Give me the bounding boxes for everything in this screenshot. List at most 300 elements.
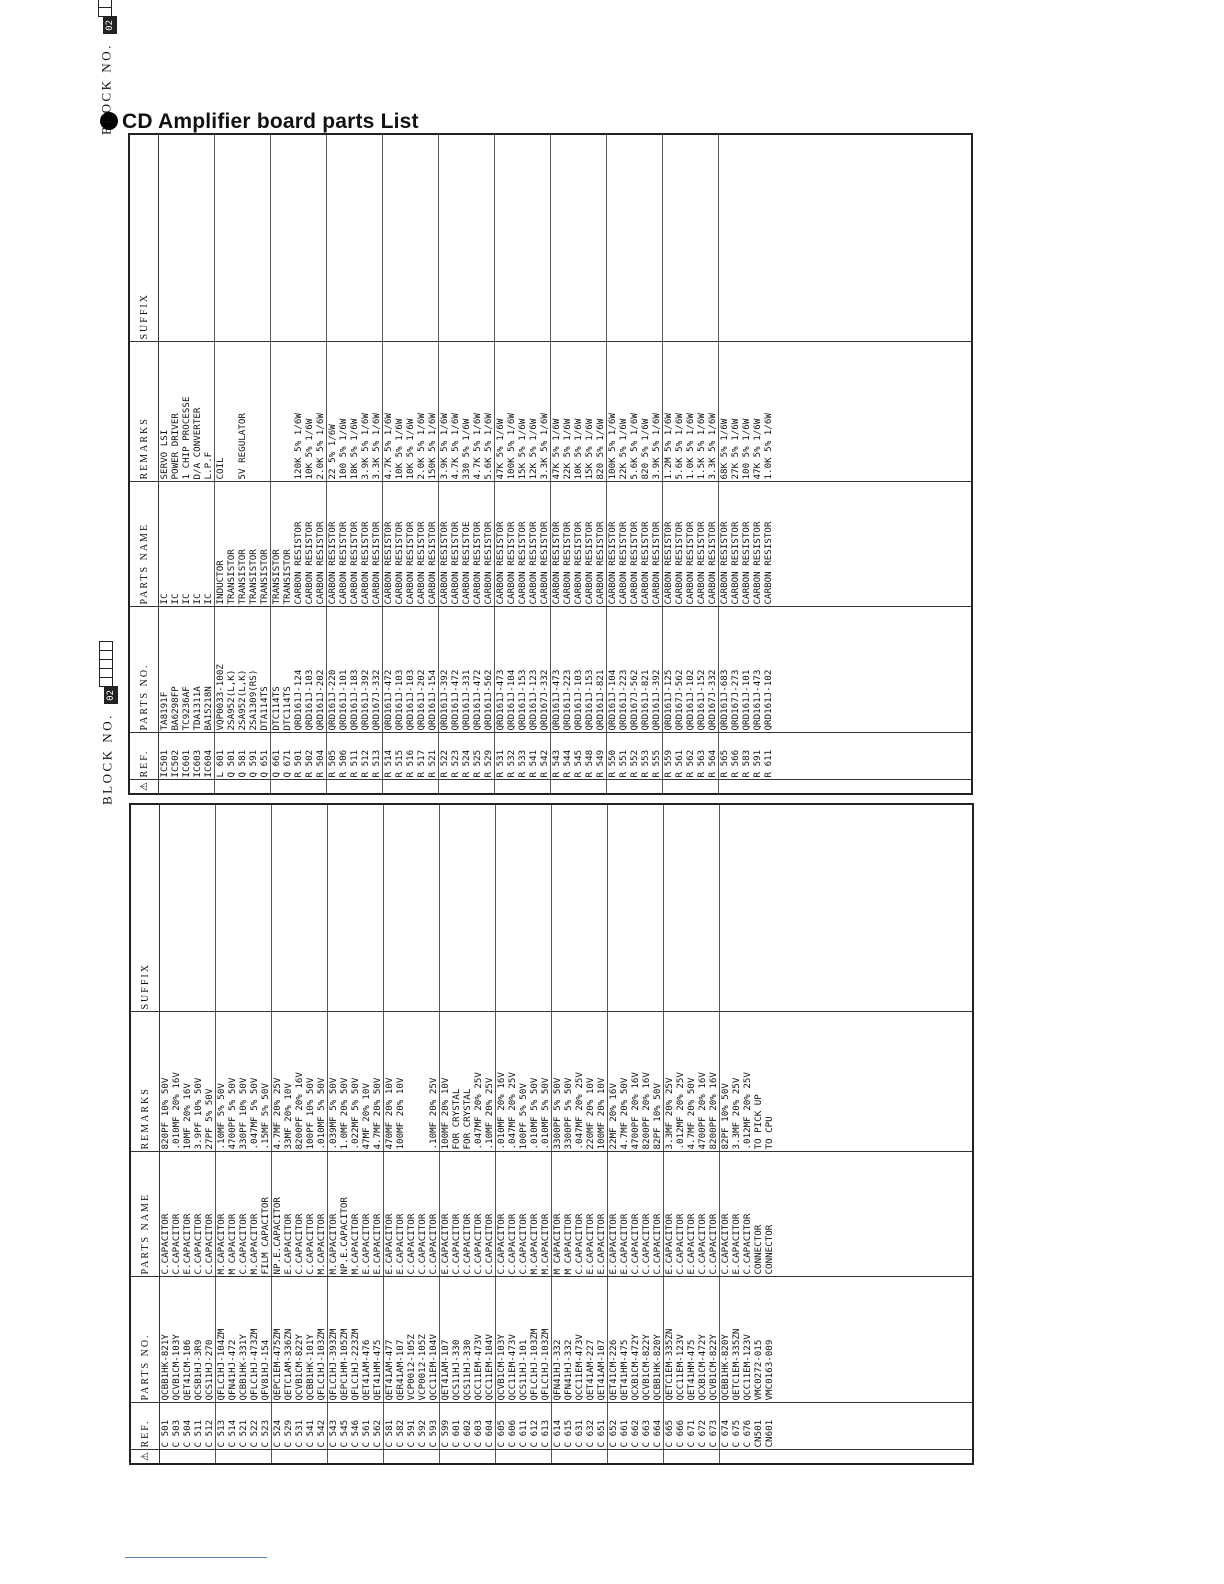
parts-name-cell: CARBON RESISTOR bbox=[371, 482, 383, 607]
suffix-cell bbox=[708, 804, 720, 1012]
parts-no-cell: QCBB1HK-821Y bbox=[160, 1277, 172, 1403]
parts-name-cell: CARBON RESISTOR bbox=[607, 482, 619, 607]
parts-no-cell: QRD161J-821 bbox=[640, 607, 651, 733]
warn-cell bbox=[720, 1450, 732, 1464]
parts-name-cell: M.CAPACITOR bbox=[216, 1152, 228, 1277]
suffix-cell bbox=[282, 134, 293, 342]
warn-cell bbox=[192, 780, 203, 794]
ref-cell: R 543 bbox=[551, 733, 563, 780]
remarks-cell: .047MF 5% 50V bbox=[249, 1012, 260, 1152]
ref-cell: C 513 bbox=[216, 1403, 228, 1450]
warn-cell bbox=[719, 780, 731, 794]
parts-name-cell: C.CAPACITOR bbox=[417, 1152, 428, 1277]
suffix-cell bbox=[395, 804, 406, 1012]
table-row bbox=[664, 804, 676, 1464]
ref-cell: C 612 bbox=[529, 1403, 540, 1450]
warn-cell bbox=[685, 780, 696, 794]
warn-cell bbox=[640, 780, 651, 794]
suffix-cell bbox=[552, 804, 564, 1012]
parts-no-cell: QRD161J-103 bbox=[573, 607, 584, 733]
parts-no-cell: QET41AM-227 bbox=[585, 1277, 596, 1403]
suffix-cell bbox=[406, 804, 417, 1012]
ref-cell: R 504 bbox=[315, 733, 327, 780]
warn-cell bbox=[327, 780, 339, 794]
parts-name-cell: C.CAPACITOR bbox=[462, 1152, 473, 1277]
bottom-rule bbox=[125, 1557, 267, 1558]
remarks-cell: 1.0K 5% 1/6W bbox=[685, 342, 696, 482]
warn-cell bbox=[427, 780, 439, 794]
remarks-cell: 3.9K 5% 1/6W bbox=[651, 342, 663, 482]
header-parts-no: PARTS NO. bbox=[130, 1277, 160, 1403]
table-row bbox=[283, 804, 294, 1464]
parts-name-cell: CARBON RESISTOR bbox=[405, 482, 416, 607]
table-row bbox=[495, 134, 507, 794]
table-row bbox=[451, 804, 462, 1464]
parts-name-cell: CARBON RESISTOR bbox=[360, 482, 371, 607]
table-row bbox=[472, 134, 483, 794]
ref-cell: C 545 bbox=[339, 1403, 350, 1450]
parts-no-cell: QETC1EM-335ZN bbox=[664, 1277, 676, 1403]
table-header-row bbox=[130, 804, 160, 1464]
warn-cell bbox=[450, 780, 461, 794]
remarks-cell: .10MF 5% 50V bbox=[216, 1012, 228, 1152]
warn-cell bbox=[764, 1450, 775, 1464]
remarks-cell: .15MF 5% 50V bbox=[260, 1012, 272, 1152]
remarks-cell: 4.7MF 20% 25V bbox=[272, 1012, 284, 1152]
ref-cell: R 555 bbox=[651, 733, 663, 780]
suffix-cell bbox=[707, 134, 719, 342]
suffix-cell bbox=[719, 134, 731, 342]
parts-no-cell: QET41HM-475 bbox=[372, 1277, 384, 1403]
remarks-cell: 5.6K 5% 1/6W bbox=[629, 342, 640, 482]
parts-no-cell: QRD161J-562 bbox=[483, 607, 495, 733]
table-row bbox=[529, 804, 540, 1464]
parts-no-cell: DTC114TS bbox=[282, 607, 293, 733]
parts-name-cell: E.CAPACITOR bbox=[440, 1152, 452, 1277]
parts-name-cell: C.CAPACITOR bbox=[641, 1152, 652, 1277]
remarks-cell: 3.3MF 20% 25V bbox=[664, 1012, 676, 1152]
table-row bbox=[483, 134, 495, 794]
parts-name-cell: C.CAPACITOR bbox=[171, 1152, 182, 1277]
parts-name-cell: CARBON RESISTOR bbox=[741, 482, 752, 607]
suffix-cell bbox=[562, 134, 573, 342]
parts-name-cell: CARBON RESISTOR bbox=[439, 482, 451, 607]
table-row bbox=[663, 134, 675, 794]
ref-cell: IC502 bbox=[170, 733, 181, 780]
ref-cell: C 605 bbox=[496, 1403, 508, 1450]
warn-cell bbox=[551, 780, 563, 794]
parts-no-cell: QCSB1HJ-3R9 bbox=[193, 1277, 204, 1403]
remarks-cell: 10K 5% 1/6W bbox=[394, 342, 405, 482]
parts-no-cell: QFN41HJ-332 bbox=[563, 1277, 574, 1403]
header-ref: REF. bbox=[129, 733, 159, 780]
parts-name-cell: CARBON RESISTOR bbox=[562, 482, 573, 607]
parts-name-cell: E.CAPACITOR bbox=[596, 1152, 608, 1277]
ref-cell: C 662 bbox=[630, 1403, 641, 1450]
parts-no-cell: QCS11HJ-330 bbox=[451, 1277, 462, 1403]
remarks-cell: .022MF 5% 50V bbox=[350, 1012, 361, 1152]
ref-cell: R 523 bbox=[450, 733, 461, 780]
parts-no-cell: QCBB1HK-820Y bbox=[652, 1277, 664, 1403]
empty-cell bbox=[775, 1152, 973, 1277]
suffix-cell bbox=[171, 804, 182, 1012]
ref-cell: R 515 bbox=[394, 733, 405, 780]
ref-cell: IC604 bbox=[203, 733, 215, 780]
ref-cell: R 506 bbox=[338, 733, 349, 780]
parts-no-cell: BA6298FP bbox=[170, 607, 181, 733]
block-label-text: BLOCK NO. bbox=[99, 713, 115, 805]
ref-cell: R 564 bbox=[707, 733, 719, 780]
warn-cell bbox=[686, 1450, 697, 1464]
warn-cell bbox=[618, 780, 629, 794]
remarks-cell: 1.0K 5% 1/6W bbox=[763, 342, 774, 482]
table-row bbox=[160, 804, 172, 1464]
remarks-cell: D/A CONVERTER bbox=[192, 342, 203, 482]
warn-cell bbox=[752, 780, 763, 794]
suffix-cell bbox=[328, 804, 340, 1012]
suffix-cell bbox=[350, 804, 361, 1012]
parts-no-cell: QRD161J-125 bbox=[663, 607, 675, 733]
warn-cell bbox=[462, 1450, 473, 1464]
ref-cell: C 672 bbox=[697, 1403, 708, 1450]
remarks-cell: 4.7MF 20% 50V bbox=[619, 1012, 630, 1152]
ref-cell: C 581 bbox=[384, 1403, 396, 1450]
suffix-cell bbox=[730, 134, 741, 342]
table-row bbox=[685, 134, 696, 794]
suffix-cell bbox=[417, 804, 428, 1012]
warn-cell bbox=[282, 780, 293, 794]
warn-cell bbox=[664, 1450, 676, 1464]
table-header-row bbox=[129, 134, 159, 794]
parts-name-cell: C.CAPACITOR bbox=[294, 1152, 305, 1277]
empty-cell bbox=[775, 1403, 973, 1450]
parts-no-cell: QCVB1CM-822Y bbox=[708, 1277, 720, 1403]
table-row bbox=[629, 134, 640, 794]
warn-cell bbox=[349, 780, 360, 794]
block-number-value: 02 bbox=[103, 16, 117, 34]
parts-name-cell: CARBON RESISTOR bbox=[640, 482, 651, 607]
table-row bbox=[506, 134, 517, 794]
empty-cell bbox=[775, 1277, 973, 1403]
parts-no-cell: QRD161J-103 bbox=[304, 607, 315, 733]
warn-cell bbox=[237, 780, 248, 794]
table-row bbox=[574, 804, 585, 1464]
remarks-cell: 4700PF 20% 16V bbox=[697, 1012, 708, 1152]
parts-no-cell: QRD161J-102 bbox=[685, 607, 696, 733]
empty-cell bbox=[774, 780, 972, 794]
suffix-cell bbox=[237, 134, 248, 342]
parts-name-cell: E.CAPACITOR bbox=[372, 1152, 384, 1277]
remarks-cell: .010MF 5% 50V bbox=[316, 1012, 328, 1152]
warn-cell bbox=[484, 1450, 496, 1464]
remarks-cell: 100PF 10% 50V bbox=[305, 1012, 316, 1152]
remarks-cell: COIL bbox=[215, 342, 227, 482]
table-row bbox=[450, 134, 461, 794]
remarks-cell: 4.7MF 20% 50V bbox=[686, 1012, 697, 1152]
remarks-cell: 18K 5% 1/6W bbox=[349, 342, 360, 482]
parts-name-cell: C.CAPACITOR bbox=[204, 1152, 216, 1277]
warn-cell bbox=[707, 780, 719, 794]
suffix-cell bbox=[574, 804, 585, 1012]
remarks-cell: 100PF 5% 50V bbox=[518, 1012, 529, 1152]
parts-name-cell: C.CAPACITOR bbox=[742, 1152, 753, 1277]
remarks-cell: 47MF 20% 10V bbox=[361, 1012, 372, 1152]
table-row bbox=[170, 134, 181, 794]
table-row bbox=[730, 134, 741, 794]
suffix-cell bbox=[394, 134, 405, 342]
suffix-cell bbox=[416, 134, 427, 342]
header-remarks: REMARKS bbox=[129, 342, 159, 482]
parts-no-cell: QFN41HJ-332 bbox=[552, 1277, 564, 1403]
ref-cell: C 615 bbox=[563, 1403, 574, 1450]
suffix-cell bbox=[203, 134, 215, 342]
parts-no-cell: QRD161J-102 bbox=[763, 607, 774, 733]
parts-no-cell: QRD167J-332 bbox=[707, 607, 719, 733]
suffix-cell bbox=[685, 134, 696, 342]
parts-no-cell: QRD161J-220 bbox=[327, 607, 339, 733]
parts-no-cell: VMC0272-015 bbox=[753, 1277, 764, 1403]
warn-cell bbox=[472, 780, 483, 794]
warn-cell bbox=[316, 1450, 328, 1464]
remarks-cell: 1 CHIP PROCESSE bbox=[181, 342, 192, 482]
parts-name-cell: C.CAPACITOR bbox=[697, 1152, 708, 1277]
warn-cell bbox=[753, 1450, 764, 1464]
suffix-cell bbox=[249, 804, 260, 1012]
table-row bbox=[271, 134, 283, 794]
warn-cell bbox=[428, 1450, 440, 1464]
table-row bbox=[371, 134, 383, 794]
header-warn: ⚠ bbox=[130, 1450, 160, 1464]
remarks-cell: 3.9K 5% 1/6W bbox=[439, 342, 451, 482]
header-suffix: SUFFIX bbox=[129, 134, 159, 342]
suffix-cell bbox=[506, 134, 517, 342]
table-row bbox=[720, 804, 732, 1464]
table-row bbox=[384, 804, 396, 1464]
warn-cell bbox=[406, 1450, 417, 1464]
warn-cell bbox=[238, 1450, 249, 1464]
parts-no-cell: QRD161J-153 bbox=[517, 607, 528, 733]
parts-no-cell: QRD161J-103 bbox=[405, 607, 416, 733]
remarks-cell: 100MF 20% 10V bbox=[395, 1012, 406, 1152]
parts-no-cell: QCS11HJ-101 bbox=[518, 1277, 529, 1403]
parts-no-cell: QET41HM-475 bbox=[686, 1277, 697, 1403]
warn-cell bbox=[652, 1450, 664, 1464]
suffix-cell bbox=[226, 134, 237, 342]
suffix-cell bbox=[663, 134, 675, 342]
ref-cell: C 631 bbox=[574, 1403, 585, 1450]
ref-cell: C 582 bbox=[395, 1403, 406, 1450]
suffix-cell bbox=[640, 134, 651, 342]
parts-no-cell: QRD161J-473 bbox=[495, 607, 507, 733]
warn-cell bbox=[248, 780, 259, 794]
table-row bbox=[651, 134, 663, 794]
suffix-cell bbox=[260, 804, 272, 1012]
parts-no-cell: QFLC1HJ-223ZM bbox=[350, 1277, 361, 1403]
remarks-cell bbox=[417, 1012, 428, 1152]
warn-cell bbox=[304, 780, 315, 794]
ref-cell: C 632 bbox=[585, 1403, 596, 1450]
table-row bbox=[741, 134, 752, 794]
parts-no-cell: QRD161J-472 bbox=[450, 607, 461, 733]
parts-no-cell: QCC11EM-104V bbox=[428, 1277, 440, 1403]
warn-cell bbox=[539, 780, 551, 794]
block-number-value: 02 bbox=[104, 686, 118, 704]
suffix-cell bbox=[238, 804, 249, 1012]
suffix-cell bbox=[518, 804, 529, 1012]
table-row bbox=[372, 804, 384, 1464]
suffix-cell bbox=[664, 804, 676, 1012]
table-row bbox=[405, 134, 416, 794]
parts-name-cell: C.CAPACITOR bbox=[630, 1152, 641, 1277]
table-row bbox=[216, 804, 228, 1464]
ref-cell: C 542 bbox=[316, 1403, 328, 1450]
ref-cell: C 673 bbox=[708, 1403, 720, 1450]
remarks-cell: 220MF 20% 10V bbox=[585, 1012, 596, 1152]
parts-no-cell: VMC0163-009 bbox=[764, 1277, 775, 1403]
remarks-cell: .10MF 20% 25V bbox=[428, 1012, 440, 1152]
ref-cell: R 559 bbox=[663, 733, 675, 780]
warn-cell bbox=[260, 1450, 272, 1464]
parts-name-cell: CONNECTOR bbox=[764, 1152, 775, 1277]
warn-cell bbox=[607, 780, 619, 794]
suffix-cell bbox=[741, 134, 752, 342]
table-row bbox=[417, 804, 428, 1464]
warn-cell bbox=[619, 1450, 630, 1464]
parts-name-cell: INDUCTOR bbox=[215, 482, 227, 607]
ref-cell: R 533 bbox=[517, 733, 528, 780]
remarks-cell: 100 5% 1/6W bbox=[338, 342, 349, 482]
parts-no-cell: QRD167J-332 bbox=[539, 607, 551, 733]
table-row bbox=[227, 804, 238, 1464]
warn-cell bbox=[372, 1450, 384, 1464]
table-row bbox=[641, 804, 652, 1464]
parts-no-cell: QCBB1HK-331Y bbox=[238, 1277, 249, 1403]
ref-cell: R 501 bbox=[293, 733, 304, 780]
ref-cell: R 565 bbox=[719, 733, 731, 780]
parts-no-cell: QET41AM-477 bbox=[384, 1277, 396, 1403]
remarks-cell: 2.0K 5% 1/6W bbox=[315, 342, 327, 482]
ref-cell: R 561 bbox=[674, 733, 685, 780]
empty-cell bbox=[775, 1012, 973, 1152]
parts-name-cell: M.CAPACITOR bbox=[540, 1152, 552, 1277]
parts-name-cell: M.CAPACITOR bbox=[529, 1152, 540, 1277]
remarks-cell: 4700PF 20% 16V bbox=[630, 1012, 641, 1152]
ref-cell: R 516 bbox=[405, 733, 416, 780]
empty-cell bbox=[774, 607, 972, 733]
warn-cell bbox=[249, 1450, 260, 1464]
table-row bbox=[562, 134, 573, 794]
remarks-cell: 3.3MF 20% 25V bbox=[731, 1012, 742, 1152]
parts-name-cell: E.CAPACITOR bbox=[384, 1152, 396, 1277]
parts-no-cell: QCS11HJ-330 bbox=[462, 1277, 473, 1403]
remarks-cell: 4.7K 5% 1/6W bbox=[383, 342, 395, 482]
table-row bbox=[585, 804, 596, 1464]
parts-name-cell: CARBON RESISTOR bbox=[315, 482, 327, 607]
parts-name-cell: E.CAPACITOR bbox=[731, 1152, 742, 1277]
parts-no-cell: QRD161J-473 bbox=[551, 607, 563, 733]
remarks-cell: 100MF 20% 10V bbox=[440, 1012, 452, 1152]
table-row bbox=[573, 134, 584, 794]
parts-no-cell: QET41AM-476 bbox=[361, 1277, 372, 1403]
parts-name-cell: E.CAPACITOR bbox=[619, 1152, 630, 1277]
suffix-cell bbox=[529, 804, 540, 1012]
parts-no-cell: QRD161J-101 bbox=[741, 607, 752, 733]
suffix-cell bbox=[360, 134, 371, 342]
parts-name-cell: IC bbox=[192, 482, 203, 607]
parts-no-cell: QRD167J-562 bbox=[674, 607, 685, 733]
block-number-boxes bbox=[99, 641, 118, 703]
parts-no-cell: QRD161J-223 bbox=[618, 607, 629, 733]
suffix-cell bbox=[595, 134, 607, 342]
table-row bbox=[350, 804, 361, 1464]
empty-cell bbox=[774, 342, 972, 482]
ref-cell: Q 591 bbox=[248, 733, 259, 780]
warn-cell bbox=[641, 1450, 652, 1464]
ref-cell: C 543 bbox=[328, 1403, 340, 1450]
parts-no-cell: QFLC1HJ-103ZM bbox=[529, 1277, 540, 1403]
parts-no-cell: BA15218N bbox=[203, 607, 215, 733]
remarks-cell: 22K 5% 1/6W bbox=[618, 342, 629, 482]
parts-no-cell: QRD167J-562 bbox=[629, 607, 640, 733]
table-row bbox=[260, 804, 272, 1464]
warn-cell bbox=[507, 1450, 518, 1464]
table-row bbox=[394, 134, 405, 794]
parts-no-cell: QCBB1HK-101Y bbox=[305, 1277, 316, 1403]
table-row bbox=[719, 134, 731, 794]
ref-cell: C 664 bbox=[652, 1403, 664, 1450]
table-row bbox=[584, 134, 595, 794]
parts-no-cell: QRD161J-472 bbox=[383, 607, 395, 733]
suffix-cell bbox=[483, 134, 495, 342]
warn-cell bbox=[394, 780, 405, 794]
suffix-cell bbox=[720, 804, 732, 1012]
remarks-cell: L.P.F bbox=[203, 342, 215, 482]
parts-name-cell: NP.E.CAPACITOR bbox=[339, 1152, 350, 1277]
suffix-cell bbox=[651, 134, 663, 342]
suffix-cell bbox=[327, 134, 339, 342]
parts-no-cell: QRD161J-223 bbox=[562, 607, 573, 733]
suffix-cell bbox=[372, 804, 384, 1012]
table-row bbox=[764, 804, 775, 1464]
ref-cell: R 522 bbox=[439, 733, 451, 780]
warn-cell bbox=[696, 780, 707, 794]
warn-cell bbox=[518, 1450, 529, 1464]
parts-no-cell: QRD161J-473 bbox=[752, 607, 763, 733]
ref-cell: R 553 bbox=[640, 733, 651, 780]
warn-cell bbox=[350, 1450, 361, 1464]
parts-name-cell: C.CAPACITOR bbox=[451, 1152, 462, 1277]
warn-cell bbox=[629, 780, 640, 794]
ref-cell: C 529 bbox=[283, 1403, 294, 1450]
warn-cell bbox=[283, 1450, 294, 1464]
ref-cell: Q 501 bbox=[226, 733, 237, 780]
warn-cell bbox=[517, 780, 528, 794]
warn-cell bbox=[160, 1450, 172, 1464]
remarks-cell: 820PF 10% 50V bbox=[160, 1012, 172, 1152]
remarks-cell: 8200PF 20% 16V bbox=[294, 1012, 305, 1152]
remarks-cell: .10MF 20% 25V bbox=[484, 1012, 496, 1152]
warn-cell bbox=[651, 780, 663, 794]
remarks-cell: 5.6K 5% 1/6W bbox=[674, 342, 685, 482]
table-row bbox=[293, 134, 304, 794]
parts-name-cell: CARBON RESISTOR bbox=[327, 482, 339, 607]
warn-cell bbox=[384, 1450, 396, 1464]
table-row bbox=[528, 134, 539, 794]
suffix-cell bbox=[507, 804, 518, 1012]
remarks-cell: 27PF 5% 50V bbox=[204, 1012, 216, 1152]
ref-cell: Q 671 bbox=[282, 733, 293, 780]
table-row bbox=[416, 134, 427, 794]
